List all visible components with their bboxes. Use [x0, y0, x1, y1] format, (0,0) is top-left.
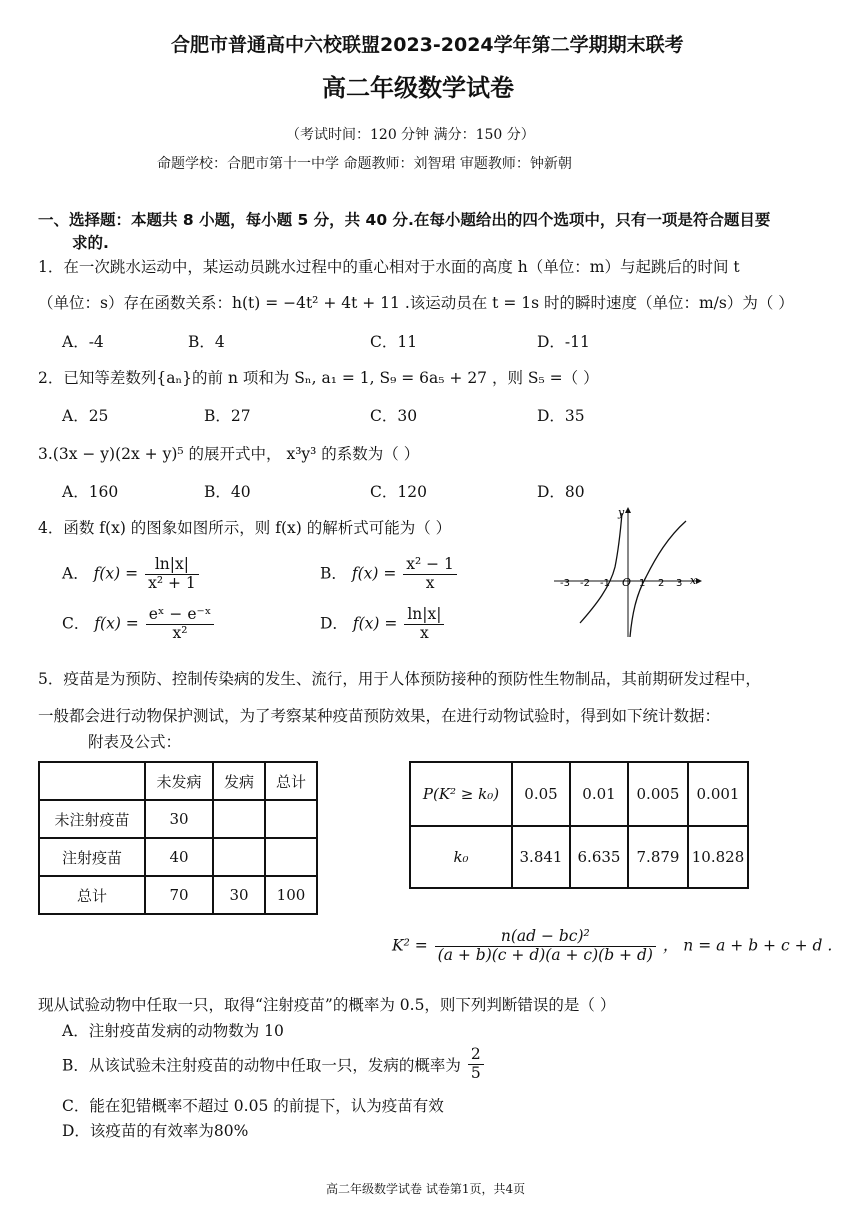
- table-cell: k₀: [410, 826, 512, 888]
- table-cell: 总计: [39, 876, 145, 914]
- table-header-cell: 总计: [265, 762, 317, 800]
- critical-value-table: [409, 761, 749, 889]
- table-cell: [213, 800, 265, 838]
- q4-option-d-num: ln|x|: [404, 606, 444, 625]
- q4-option-d: [320, 606, 446, 643]
- q1-option-a: A．-4: [62, 333, 104, 351]
- page-title: 高二年级数学试卷: [322, 74, 514, 102]
- graph-origin: O: [622, 576, 632, 589]
- formula-fraction: [435, 928, 656, 965]
- q3-option-d: D．80: [537, 483, 585, 501]
- q4-option-d-label: D．: [320, 614, 348, 633]
- q3-option-a: A．160: [62, 483, 119, 501]
- q4-option-b-label: B．: [320, 564, 347, 583]
- q1-line1: 1．在一次跳水运动中，某运动员跳水过程中的重心相对于水面的高度 h（单位：m）与起跳后的时间 t: [38, 258, 740, 276]
- table-cell: 30: [213, 876, 265, 914]
- formula-num: n(ad − bc)²: [435, 928, 656, 947]
- q5-line2: 一般都会进行动物保护测试，为了考察某种疫苗预防效果，在进行动物试验时，得到如下统计数据：: [38, 707, 721, 725]
- table-row: [39, 876, 317, 914]
- q4-option-c-den: x²: [172, 623, 188, 642]
- table-cell: [265, 800, 317, 838]
- q4-option-c-label: C．: [62, 614, 90, 633]
- table-cell: 40: [145, 838, 213, 876]
- q5-option-b-fraction: [468, 1046, 484, 1083]
- q5-option-d: D．该疫苗的有效率为80%: [62, 1122, 249, 1140]
- q4-option-d-den: x: [420, 623, 429, 642]
- q4-option-b-den: x: [425, 573, 435, 592]
- graph-tick-neg2: -2: [580, 578, 590, 589]
- q2-option-c: C．30: [370, 407, 418, 425]
- q4-option-a-label: A．: [62, 564, 89, 583]
- graph-tick-neg3: -3: [560, 578, 570, 589]
- q1-option-b: B．4: [188, 333, 225, 351]
- table-cell: 6.635: [570, 826, 628, 888]
- q4-option-b-fraction: [403, 556, 457, 593]
- graph-tick-1: 1: [639, 578, 646, 589]
- formula-lhs: K² =: [392, 936, 428, 955]
- table-cell: 0.001: [688, 762, 748, 826]
- q5-question: 现从试验动物中任取一只，取得“注射疫苗”的概率为 0.5，则下列判断错误的是（ ）: [38, 996, 616, 1014]
- table-row: [410, 826, 748, 888]
- page-footer: 高二年级数学试卷 试卷第1页，共4页: [326, 1182, 526, 1196]
- q5-option-b-den: 5: [470, 1063, 481, 1082]
- vaccine-data-table: [38, 761, 318, 915]
- table-cell: 7.879: [628, 826, 688, 888]
- table-header-row: [39, 762, 317, 800]
- q2-option-d: D．35: [537, 407, 585, 425]
- table-cell: 3.841: [512, 826, 570, 888]
- q3-option-c: C．120: [370, 483, 427, 501]
- q2-line1: 2．已知等差数列{aₙ}的前 n 项和为 Sₙ, a₁ = 1, S₉ = 6a₅ + 27 ，则 S₅ =（ ）: [38, 369, 599, 387]
- q5-line1: 5．疫苗是为预防、控制传染病的发生、流行，用于人体预防接种的预防性生物制品，其前期研发过程中，: [38, 670, 761, 688]
- table-cell: 30: [145, 800, 213, 838]
- q4-option-a-fraction: [145, 556, 199, 593]
- q5-option-c: C．能在犯错概率不超过 0.05 的前提下，认为疫苗有效: [62, 1097, 444, 1115]
- graph-x-label: x: [690, 574, 697, 587]
- q4-option-a: [62, 556, 201, 593]
- table-cell: 0.01: [570, 762, 628, 826]
- q5-line3: 附表及公式：: [88, 733, 182, 751]
- table-row: [410, 762, 748, 826]
- q4-option-a-lhs: f(x) =: [93, 564, 139, 583]
- graph-tick-neg1: -1: [600, 578, 610, 589]
- q5-option-b-num: 2: [468, 1046, 484, 1065]
- section-heading: 一、选择题：本题共 8 小题，每小题 5 分，共 40 分.在每小题给出的四个选项中，只有一项是符合题目要: [38, 211, 771, 229]
- q2-option-a: A．25: [62, 407, 109, 425]
- graph-y-arrow: [625, 507, 631, 513]
- exam-title: 合肥市普通高中六校联盟2023-2024学年第二学期期末联考: [171, 34, 684, 56]
- formula-den: (a + b)(c + d)(a + c)(b + d): [437, 945, 653, 964]
- table-cell: 10.828: [688, 826, 748, 888]
- table-row: [39, 800, 317, 838]
- q4-option-a-num: ln|x|: [145, 556, 199, 575]
- q4-function-graph: [552, 505, 702, 640]
- table-cell: 0.05: [512, 762, 570, 826]
- q4-option-c-fraction: [146, 606, 215, 643]
- q4-option-b: [320, 556, 459, 593]
- q1-line2: （单位：s）存在函数关系：h(t) = −4t² + 4t + 11 .该运动员在 t = 1s 时的瞬时速度（单位：m/s）为（ ）: [38, 294, 794, 312]
- graph-x-arrow: [696, 578, 702, 584]
- exam-info: （考试时间：120 分钟 满分：150 分）: [286, 127, 535, 143]
- table-cell: 0.005: [628, 762, 688, 826]
- table-cell: 100: [265, 876, 317, 914]
- q4-option-c: [62, 606, 216, 643]
- table-row: [39, 838, 317, 876]
- q4-option-c-lhs: f(x) =: [94, 614, 139, 633]
- table-cell: P(K² ≥ k₀): [410, 762, 512, 826]
- table-cell: 注射疫苗: [39, 838, 145, 876]
- table-header-cell: 未发病: [145, 762, 213, 800]
- q5-option-b-text: B．从该试验未注射疫苗的动物中任取一只，发病的概率为: [62, 1056, 461, 1075]
- table-cell: 未注射疫苗: [39, 800, 145, 838]
- q3-option-b: B．40: [204, 483, 251, 501]
- q4-option-b-lhs: f(x) =: [351, 564, 397, 583]
- q4-option-d-lhs: f(x) =: [352, 614, 398, 633]
- table-cell: [265, 838, 317, 876]
- formula-tail: ， n = a + b + c + d .: [662, 936, 833, 955]
- graph-tick-2: 2: [658, 578, 665, 589]
- q5-option-a: A．注射疫苗发病的动物数为 10: [62, 1022, 284, 1040]
- chi-square-formula: [392, 928, 832, 965]
- q4-option-d-fraction: [404, 606, 444, 643]
- table-header-cell: [39, 762, 145, 800]
- section-heading-cont: 求的.: [72, 234, 109, 252]
- q4-option-c-num: eˣ − e⁻ˣ: [146, 606, 215, 625]
- table-cell: 70: [145, 876, 213, 914]
- setters-info: 命题学校：合肥市第十一中学 命题教师：刘智珺 审题教师：钟新朝: [157, 156, 572, 172]
- q4-option-a-den: x² + 1: [148, 573, 196, 592]
- table-header-cell: 发病: [213, 762, 265, 800]
- q2-option-b: B．27: [204, 407, 251, 425]
- q1-option-c: C．11: [370, 333, 418, 351]
- graph-y-label: y: [618, 506, 625, 519]
- q3-line1: 3.(3x − y)(2x + y)⁵ 的展开式中， x³y³ 的系数为（ ）: [38, 445, 420, 463]
- graph-left-branch: [580, 513, 622, 623]
- q4-line1: 4．函数 f(x) 的图象如图所示，则 f(x) 的解析式可能为（ ）: [38, 519, 452, 537]
- q4-option-b-num: x² − 1: [403, 556, 457, 575]
- q1-option-d: D．-11: [537, 333, 590, 351]
- graph-tick-3: 3: [676, 578, 683, 589]
- q5-option-b: [62, 1046, 486, 1083]
- table-cell: [213, 838, 265, 876]
